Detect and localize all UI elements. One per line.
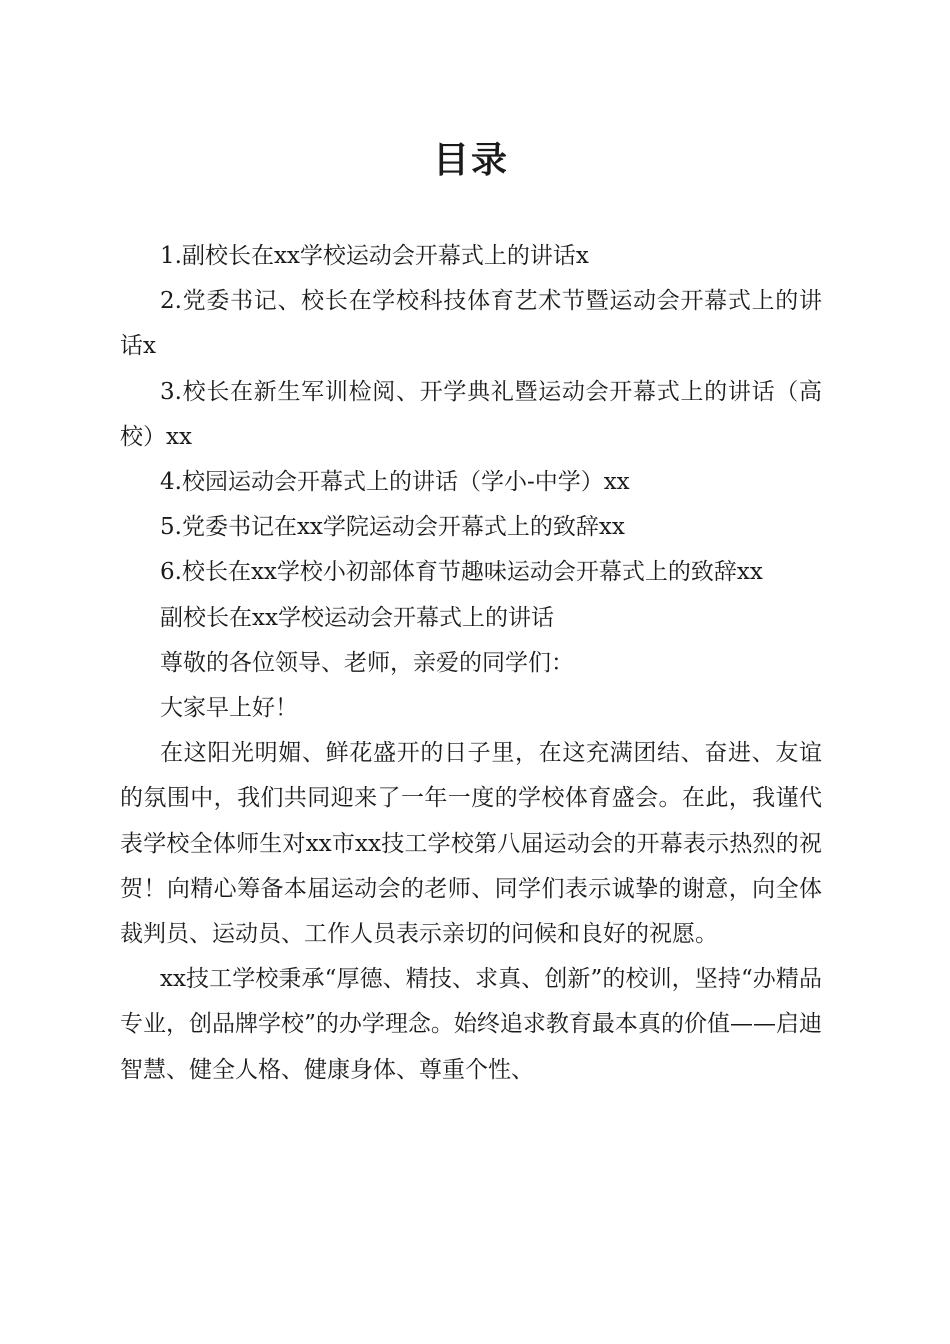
page-title: 目录 [432,139,509,181]
body-paragraph: 在这阳光明媚、鲜花盛开的日子里，在这充满团结、奋进、友谊的氛围中，我们共同迎来了一年一度的学校体育盛会。在此，我谨代表学校全体师生对xx市xx技工学校第八届运动会的开幕表示热烈的祝贺！向精心筹备本届运动会的老师、同学们表示诚挚的谢意，向全体裁判员、运动员、工作人员表示亲切的问候和良好的祝愿。 [120,740,822,948]
document-body [120,234,822,1093]
toc-item[interactable]: 2.党委书记、校长在学校科技体育艺术节暨运动会开幕式上的讲话x [120,288,822,360]
greeting: 大家早上好！ [160,695,298,722]
salutation: 尊敬的各位领导、老师，亲爱的同学们： [160,649,574,676]
toc-item[interactable]: 3.校长在新生军训检阅、开学典礼暨运动会开幕式上的讲话（高校）xx [120,378,822,450]
toc-item[interactable]: 6.校长在xx学校小初部体育节趣味运动会开幕式上的致辞xx [160,559,763,586]
body-paragraph: xx技工学校秉承“厚德、精技、求真、创新”的校训，坚持“办精品专业，创品牌学校”的办学理念。始终追求教育最本真的价值——启迪智慧、健全人格、健康身体、尊重个性、 [120,966,822,1083]
toc-item[interactable]: 1.副校长在xx学校运动会开幕式上的讲话x [160,243,589,269]
toc-item[interactable]: 5.党委书记在xx学院运动会开幕式上的致辞xx [160,514,625,541]
speech-title: 副校长在xx学校运动会开幕式上的讲话 [160,604,554,631]
toc-item[interactable]: 4.校园运动会开幕式上的讲话（学小-中学）xx [160,469,630,496]
